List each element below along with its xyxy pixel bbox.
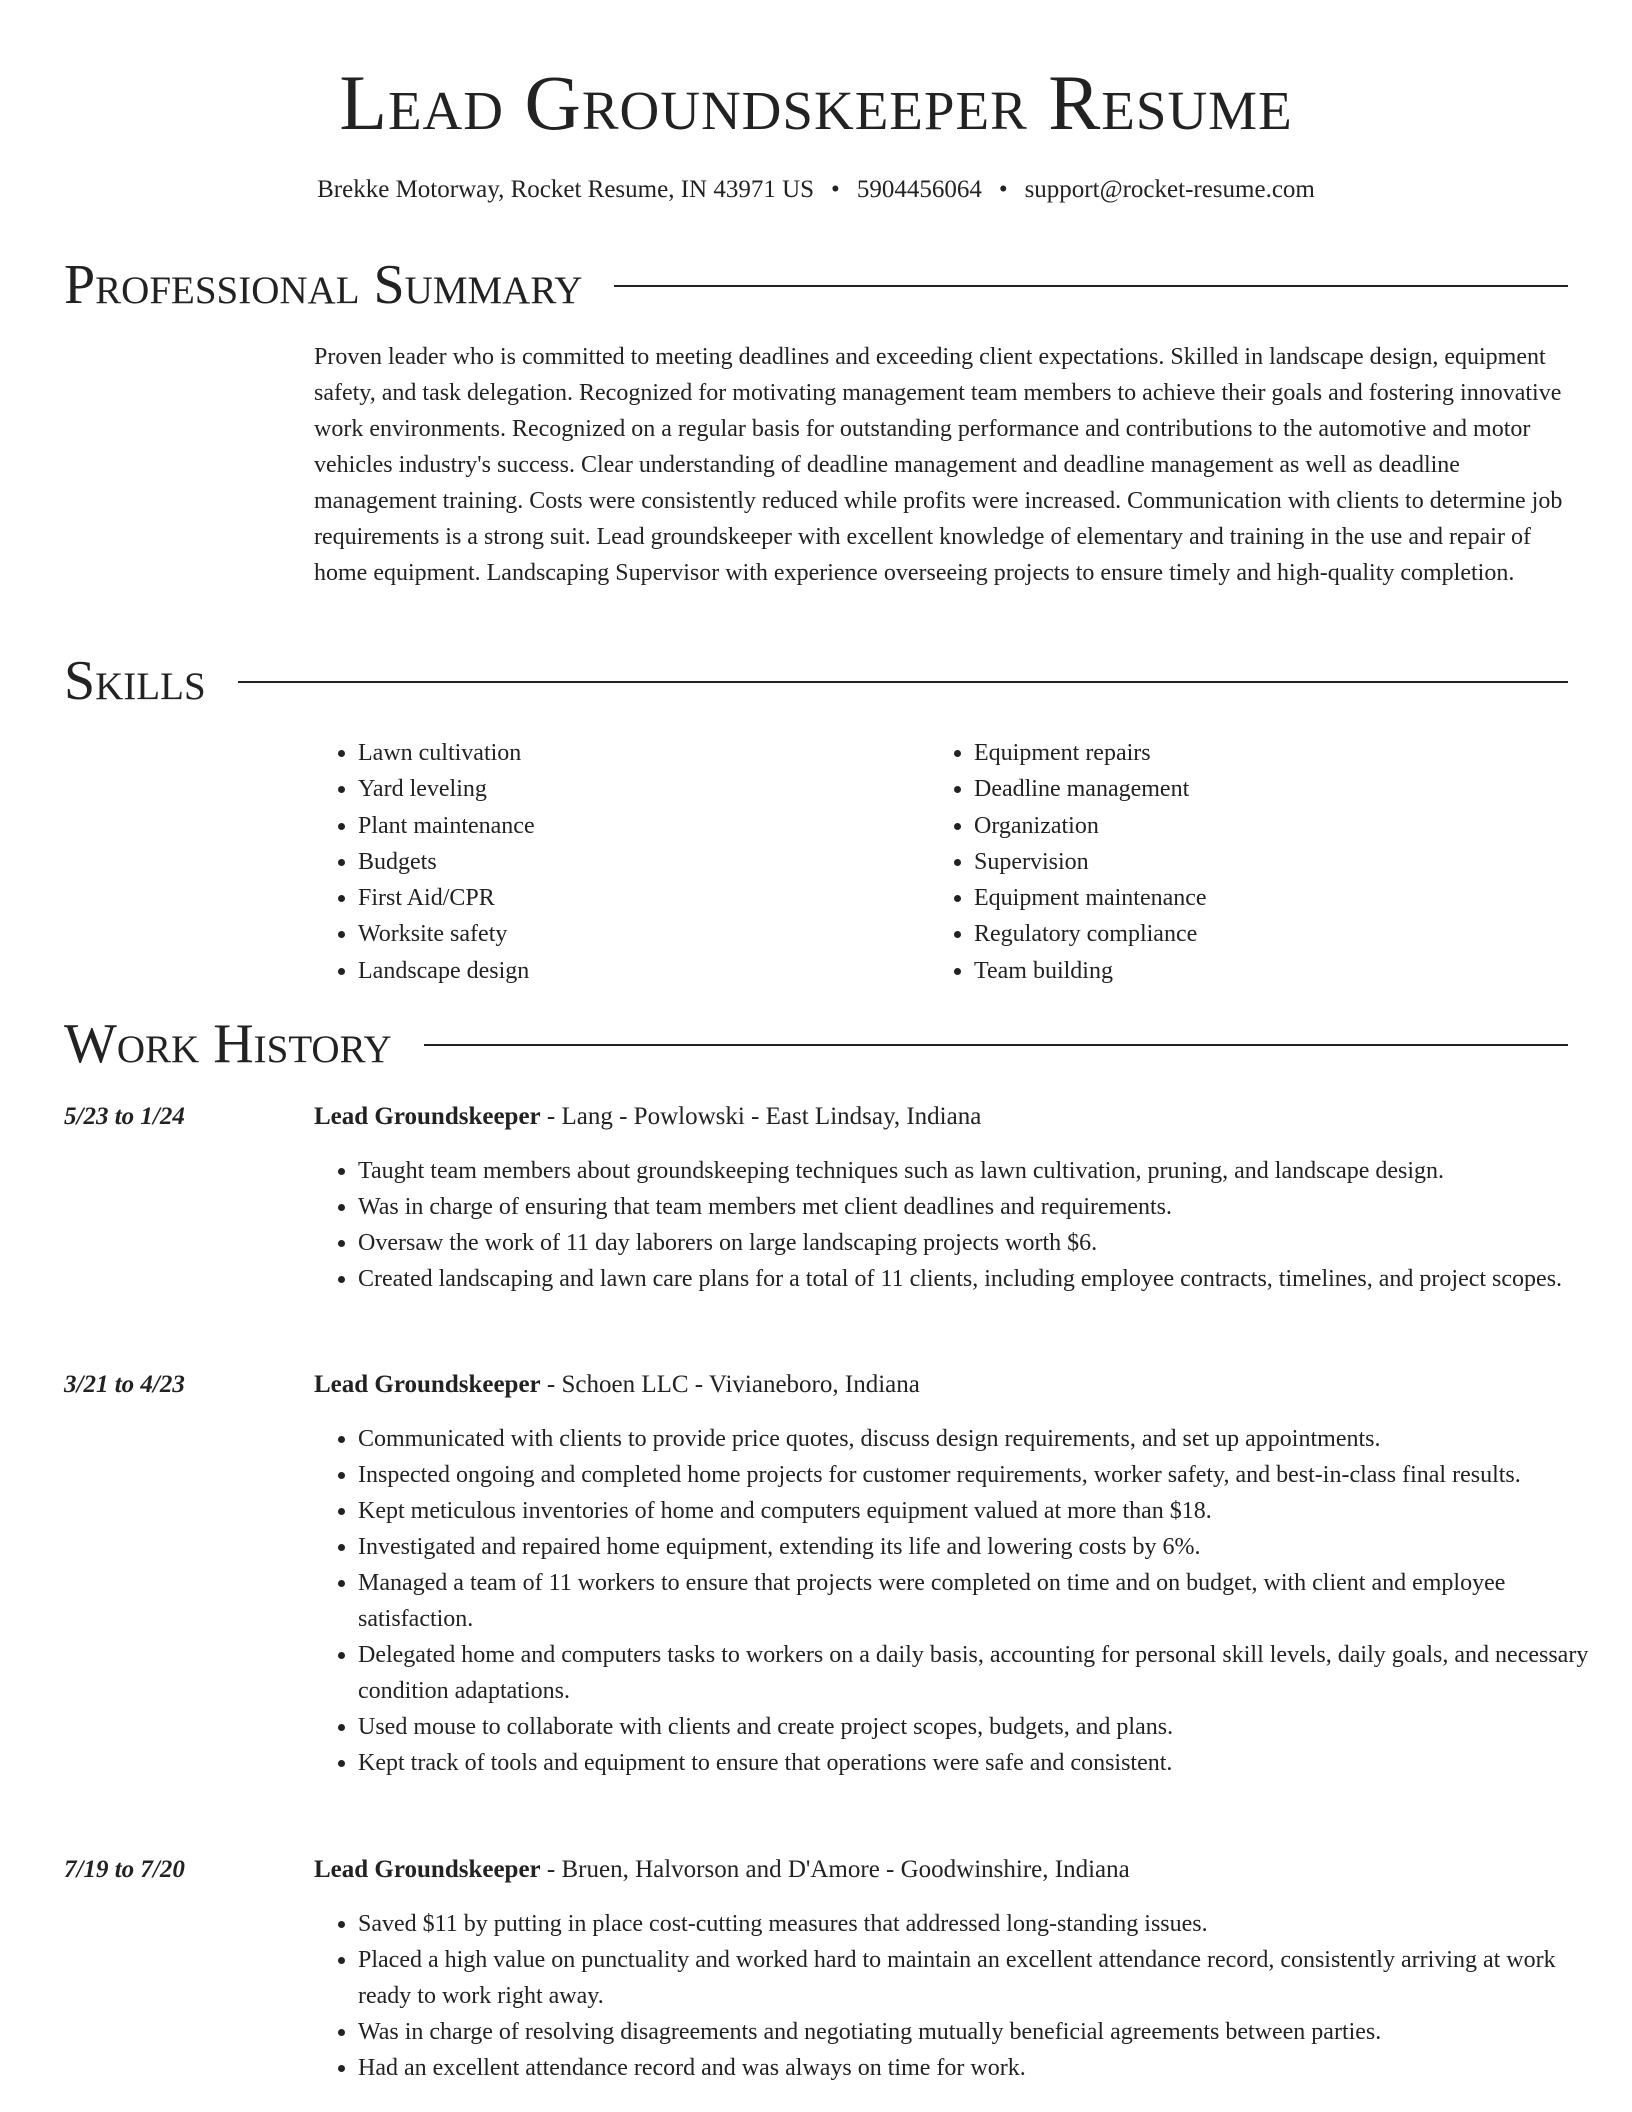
skills-heading [64,649,1568,713]
section-divider [64,681,1568,683]
skill-item: • Lawn cultivation [358,735,918,771]
job-dates: 3/21 to 4/23 [64,1371,185,1398]
section-title: Professional Summary [64,253,614,317]
skills-list-right [930,735,1534,989]
summary-text: Proven leader who is committed to meeting deadlines and exceeding client expectations. Skilled in landscape design, equipment safety, and task delegation. Recognized for motivating management team members to achieve their goals and fostering innovative work environments. Recognized on a regular basis for outstanding performance and contributions to the automotive and motor vehicles industry's success. Clear understanding of deadline management and deadline management as well as deadline management training. Costs were consistently reduced while profits were increased. Communication with clients to determine job requirements is a strong suit. Lead groundskeeper with excellent knowledge of elementary and training in the use and repair of home equipment. Landscaping Supervisor with experience overseeing projects to ensure timely and high-quality completion. [314,344,1563,586]
skill-item: • Supervision [974,844,1534,880]
contact-line [0,175,1632,205]
job-bullet: • Delegated home and computers tasks to workers on a daily basis, accounting for personal skill levels, daily goals, and necessary condition adaptations. [358,1637,1614,1709]
skills-list-left [314,735,918,989]
email: support@rocket-resume.com [1024,176,1315,203]
skill-item: • Landscape design [358,953,918,989]
skill-item: • Plant maintenance [358,808,918,844]
job-bullet: • Saved $11 by putting in place cost-cutting measures that addressed long-standing issues. [358,1906,1614,1942]
job-heading [314,1367,920,1403]
separator: • [831,176,840,203]
job-bullet: • Placed a high value on punctuality and worked hard to maintain an excellent attendance record, consistently arriving at work ready to work right away. [358,1942,1614,2014]
job-title: Lead Groundskeeper [314,1371,541,1398]
job-bullets [314,1153,1614,1297]
job-details: - Schoen LLC - Vivianeboro, Indiana [540,1371,920,1398]
job-title: Lead Groundskeeper [314,1103,541,1130]
job-bullet: • Used mouse to collaborate with clients and create project scopes, budgets, and plans. [358,1709,1614,1745]
skill-item: • Team building [974,953,1534,989]
job-bullet: • Taught team members about groundskeeping techniques such as lawn cultivation, pruning, and landscape design. [358,1153,1614,1189]
skill-item: • Equipment repairs [974,735,1534,771]
skill-item: • Organization [974,808,1534,844]
job-heading [314,1099,981,1135]
job-bullet: • Was in charge of resolving disagreements and negotiating mutually beneficial agreements between parties. [358,2014,1614,2050]
section-title: Work History [64,1012,424,1076]
skill-item: • Worksite safety [358,916,918,952]
section-title: Skills [64,649,238,713]
job-bullets [314,1421,1614,1781]
skill-item: • Regulatory compliance [974,916,1534,952]
job-bullet: • Inspected ongoing and completed home projects for customer requirements, worker safety, and best-in-class final results. [358,1457,1614,1493]
job-bullets [314,1906,1614,2086]
job-dates: 7/19 to 7/20 [64,1856,185,1883]
address: Brekke Motorway, Rocket Resume, IN 43971 US [317,176,815,203]
job-bullet: • Kept meticulous inventories of home and computers equipment valued at more than $18. [358,1493,1614,1529]
skill-item: • Deadline management [974,771,1534,807]
job-bullet: • Kept track of tools and equipment to ensure that operations were safe and consistent. [358,1745,1614,1781]
work-history-heading [64,1012,1568,1076]
resume-title: Lead Groundskeeper Resume [339,59,1293,146]
job-details: - Lang - Powlowski - East Lindsay, Indiana [540,1103,982,1130]
job-bullet: • Created landscaping and lawn care plans for a total of 11 clients, including employee contracts, timelines, and project scopes. [358,1261,1614,1297]
job-bullet: • Had an excellent attendance record and was always on time for work. [358,2050,1614,2086]
job-bullet: • Oversaw the work of 11 day laborers on large landscaping projects worth $6. [358,1225,1614,1261]
skill-item: • Equipment maintenance [974,880,1534,916]
skill-item: • Budgets [358,844,918,880]
job-bullet: • Managed a team of 11 workers to ensure that projects were completed on time and on budget, with client and employee satisfaction. [358,1565,1614,1637]
skill-item: • First Aid/CPR [358,880,918,916]
job-dates: 5/23 to 1/24 [64,1103,185,1130]
job-heading [314,1852,1130,1888]
separator: • [998,176,1008,203]
job-bullet: • Investigated and repaired home equipment, extending its life and lowering costs by 6%. [358,1529,1614,1565]
job-title: Lead Groundskeeper [314,1856,541,1883]
job-bullet: • Communicated with clients to provide price quotes, discuss design requirements, and set up appointments. [358,1421,1614,1457]
professional-summary-heading [64,253,1568,317]
job-details: - Bruen, Halvorson and D'Amore - Goodwinshire, Indiana [540,1856,1130,1883]
skill-item: • Yard leveling [358,771,918,807]
phone: 5904456064 [856,176,982,203]
job-bullet: • Was in charge of ensuring that team members met client deadlines and requirements. [358,1189,1614,1225]
